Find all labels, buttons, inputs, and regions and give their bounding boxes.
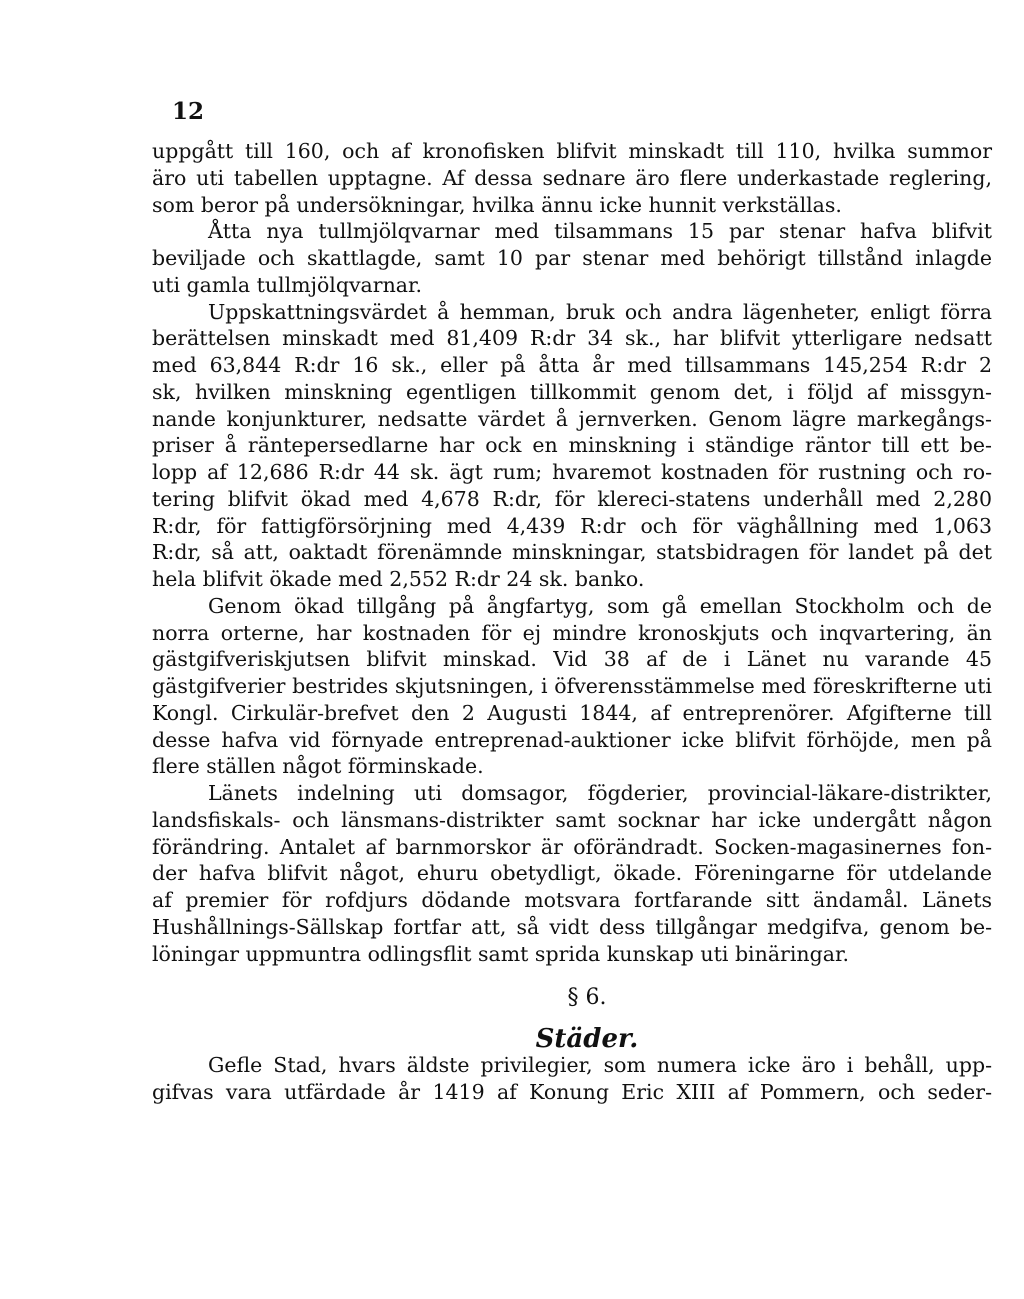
text-line: Genom ökad tillgång på ångfartyg, som gå emellan Stockholm och de — [208, 593, 992, 618]
text-line: nande konjunkturer, nedsatte värdet å jernverken. Genom lägre markegångs- — [152, 406, 992, 431]
text-line: hela blifvit ökade med 2,552 R:dr 24 sk. banko. — [152, 567, 645, 591]
text-line: gästgifveriskjutsen blifvit minskad. Vid 38 af de i Länet nu varande 45 — [152, 647, 992, 672]
text-line: gästgifverier bestrides skjutsningen, i öfverensstämmelse med föreskrifterne uti — [152, 674, 992, 698]
section-number: § 6. — [567, 985, 607, 1010]
text-line: Hushållnings-Sällskap fortfar att, så vidt dess tillgångar medgifva, genom be- — [152, 914, 992, 939]
text-line: priser å räntepersedlarne har ock en minskning i ständige räntor till ett be- — [152, 433, 992, 458]
text-line: af premier för rofdjurs dödande motsvara fortfarande sitt ändamål. Länets — [152, 888, 992, 912]
body-text — [152, 138, 992, 967]
text-line: sk, hvilken minskning egentligen tillkommit genom det, i följd af missgyn- — [152, 379, 992, 404]
text-line: löningar uppmuntra odlingsflit samt sprida kunskap uti binäringar. — [152, 941, 850, 966]
text-line: Åtta nya tullmjölqvarnar med tilsammans 15 par stenar hafva blifvit — [208, 219, 992, 244]
section-title: Städer. — [535, 1024, 639, 1054]
text-line: Uppskattningsvärdet å hemman, bruk och andra lägenheter, enligt förra — [208, 299, 992, 324]
text-line: der hafva blifvit något, ehuru obetydligt, ökade. Föreningarne för utdelande — [152, 861, 992, 886]
text-line: norra orterne, har kostnaden för ej mindre kronoskjuts och inqvartering, än — [152, 620, 992, 645]
text-line: Gefle Stad, hvars äldste privilegier, som numera icke äro i behåll, upp- — [208, 1053, 992, 1077]
text-line: beviljade och skattlagde, samt 10 par stenar med behörigt tillstånd inlagde — [152, 246, 992, 270]
text-line: tering blifvit ökad med 4,678 R:dr, för klereci-statens underhåll med 2,280 — [152, 486, 992, 511]
closing-text — [152, 1052, 992, 1106]
text-line: Kongl. Cirkulär-brefvet den 2 Augusti 1844, af entreprenörer. Afgifterne till — [152, 700, 992, 725]
text-line: äro uti tabellen upptagne. Af dessa sednare äro flere underkastade reglering, — [152, 165, 992, 190]
text-line: landsfiskals- och länsmans-distrikter samt socknar har icke undergått någon — [152, 807, 992, 832]
text-line: med 63,844 R:dr 16 sk., eller på åtta år med tillsammans 145,254 R:dr 2 — [152, 353, 992, 377]
text-line: berättelsen minskadt med 81,409 R:dr 34 sk., har blifvit ytterligare nedsatt — [152, 326, 992, 351]
text-line: uti gamla tullmjölqvarnar. — [152, 272, 423, 297]
text-line: desse hafva vid förnyade entreprenad-auktioner icke blifvit förhöjde, men på — [152, 727, 992, 752]
text-line: som beror på undersökningar, hvilka ännu icke hunnit verkställas. — [152, 192, 842, 217]
text-line: lopp af 12,686 R:dr 44 sk. ägt rum; hvaremot kostnaden för rustning och ro- — [152, 460, 992, 484]
text-line: gifvas vara utfärdade år 1419 af Konung Eric XIII af Pommern, och seder- — [152, 1079, 992, 1104]
page-number: 12 — [172, 98, 205, 125]
text-line: Länets indelning uti domsagor, fögderier, provincial-läkare-distrikter, — [208, 781, 992, 805]
text-line: förändring. Antalet af barnmorskor är oförändradt. Socken-magasinernes fon- — [152, 834, 992, 859]
text-line: uppgått till 160, och af kronofisken blifvit minskadt till 110, hvilka summor — [152, 139, 992, 163]
text-line: R:dr, så att, oaktadt förenämnde minskningar, statsbidragen för landet på det — [152, 540, 992, 565]
text-line: flere ställen något förminskade. — [152, 754, 484, 779]
text-line: R:dr, för fattigförsörjning med 4,439 R:dr och för väghållning med 1,063 — [152, 513, 992, 538]
